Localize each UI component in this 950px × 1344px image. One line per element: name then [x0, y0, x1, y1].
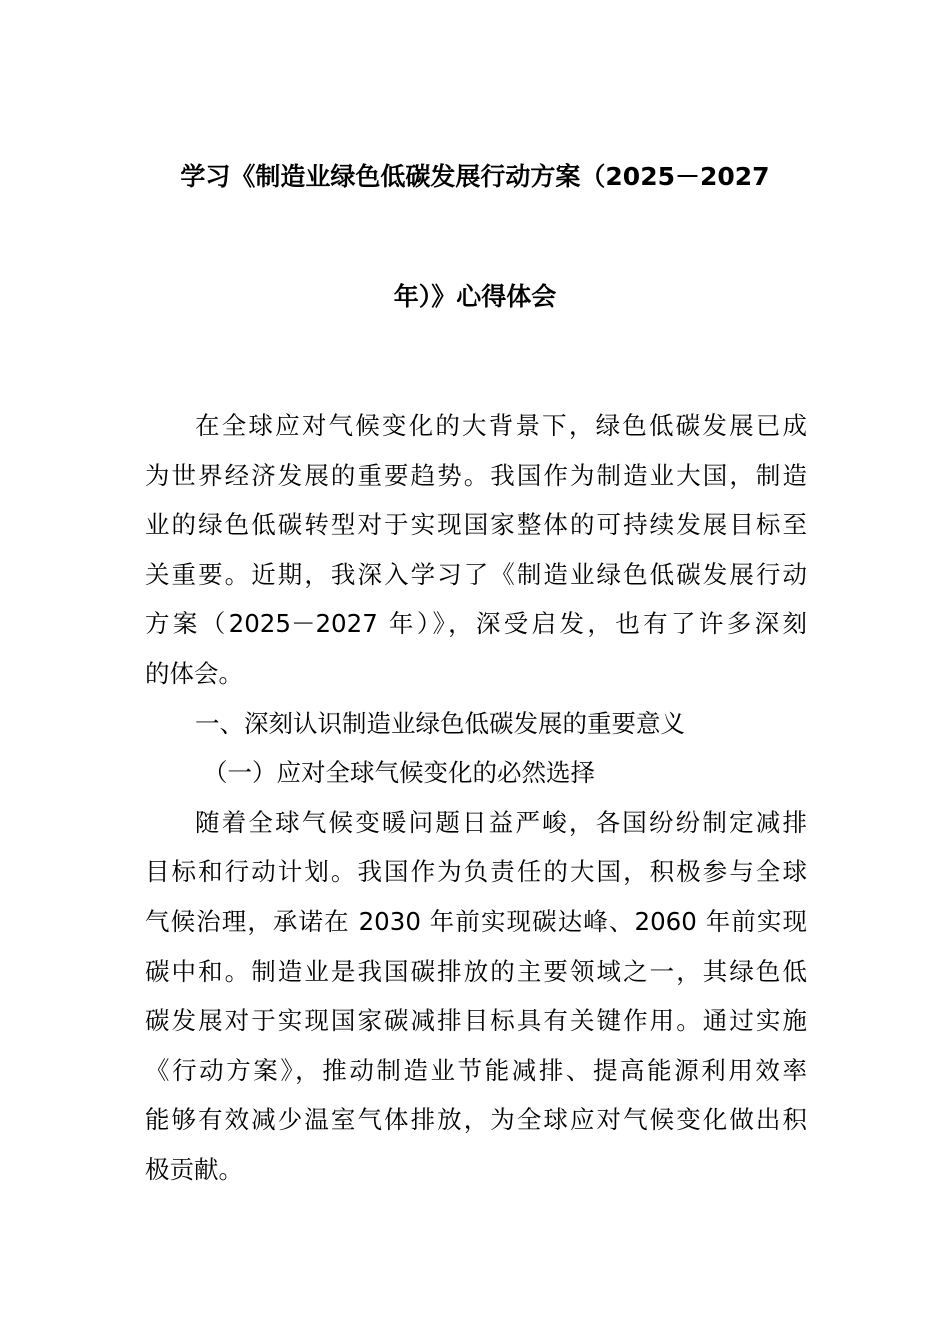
- text-line: 气候治理，承诺在 2030 年前实现碳达峰、2060 年前实现: [145, 906, 807, 936]
- text-line: 方案（2025－2027 年）》，深受启发，也有了许多深刻: [145, 609, 807, 639]
- heading-line: 一、深刻认识制造业绿色低碳发展的重要意义: [195, 708, 685, 738]
- paragraph-intro: [145, 401, 807, 699]
- text-line: 随着全球气候变暖问题日益严峻，各国纷纷制定减排: [195, 807, 807, 837]
- subheading-line: （一）应对全球气候变化的必然选择: [203, 758, 595, 788]
- text-line: 的体会。: [145, 658, 243, 688]
- text-line: 极贡献。: [145, 1154, 243, 1184]
- document-title-line-2: 年）》心得体会: [393, 282, 557, 311]
- text-line: 碳发展对于实现国家碳减排目标具有关键作用。通过实施: [145, 1006, 807, 1036]
- document-title-line-1: 学习《制造业绿色低碳发展行动方案（2025－2027: [180, 162, 770, 191]
- paragraph-climate: [145, 798, 807, 1195]
- text-line: 为世界经济发展的重要趋势。我国作为制造业大国，制造: [145, 460, 807, 490]
- document-body: [145, 401, 807, 1195]
- text-line: 业的绿色低碳转型对于实现国家整体的可持续发展目标至: [145, 510, 807, 540]
- subsection-heading-1-1: [145, 748, 807, 798]
- text-line: 在全球应对气候变化的大背景下，绿色低碳发展已成: [195, 411, 807, 440]
- section-heading-1: [145, 699, 807, 749]
- text-line: 《行动方案》，推动制造业节能减排、提高能源利用效率: [145, 1055, 807, 1085]
- text-line: 能够有效减少温室气体排放，为全球应对气候变化做出积: [145, 1105, 807, 1135]
- text-line: 碳中和。制造业是我国碳排放的主要领域之一，其绿色低: [145, 956, 807, 986]
- text-line: 目标和行动计划。我国作为负责任的大国，积极参与全球: [145, 857, 807, 887]
- text-line: 关重要。近期，我深入学习了《制造业绿色低碳发展行动: [145, 559, 807, 589]
